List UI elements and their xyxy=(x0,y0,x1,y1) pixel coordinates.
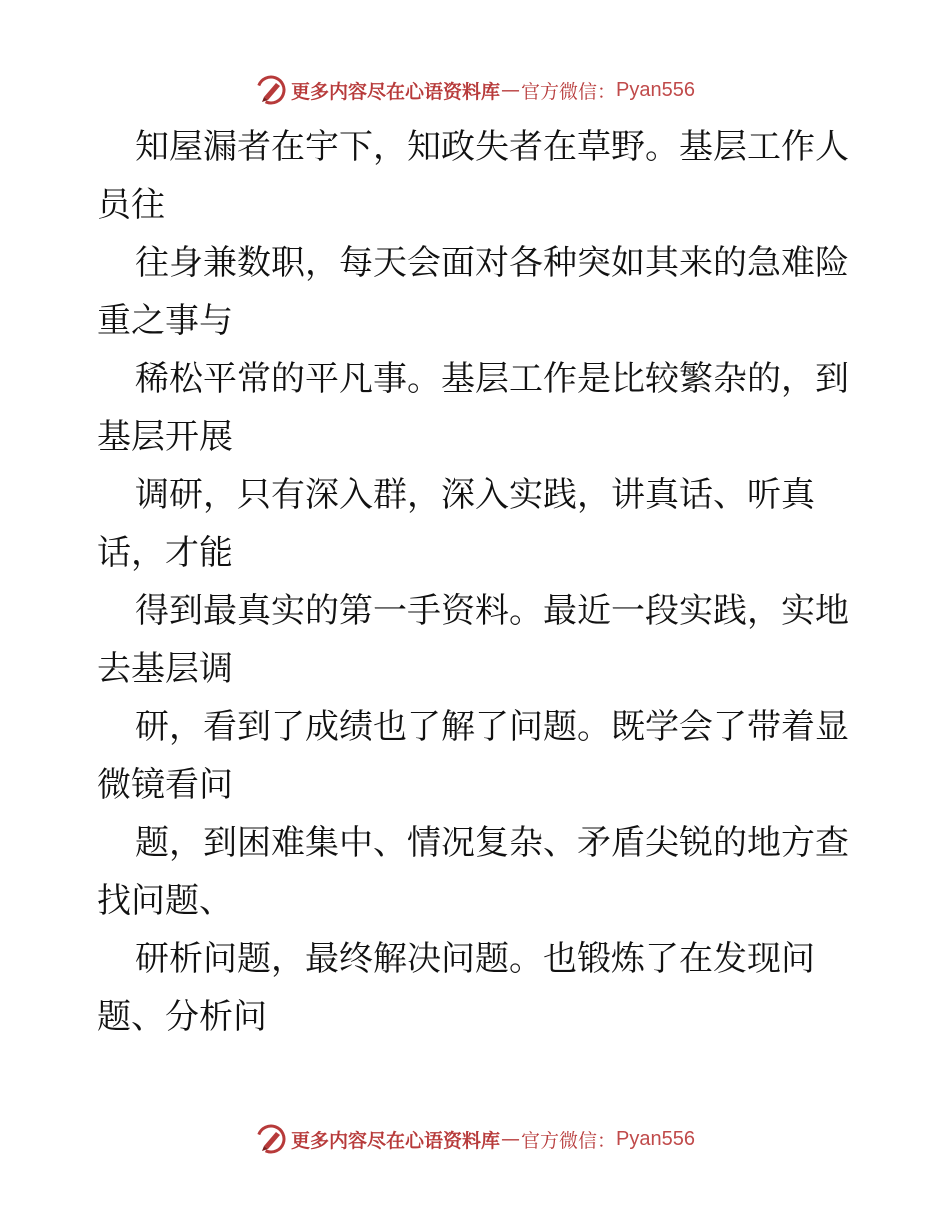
text-line: 研，看到了成绩也了解了问题。既学会了带着显 xyxy=(135,707,849,747)
text-line: 话，才能 xyxy=(97,533,233,573)
watermark-separator: — xyxy=(501,79,521,101)
text-line: 稀松平常的平凡事。基层工作是比较繁杂的，到 xyxy=(135,359,849,399)
watermark-wechat-id: Pyan556 xyxy=(616,1127,695,1150)
document-body xyxy=(97,118,857,1046)
text-line: 重之事与 xyxy=(97,301,233,341)
pen-logo-icon xyxy=(255,1123,287,1155)
text-line: 研析问题，最终解决问题。也锻炼了在发现问 xyxy=(135,939,815,979)
text-line: 去基层调 xyxy=(97,649,233,689)
pen-logo-icon xyxy=(255,74,287,106)
watermark-separator: — xyxy=(501,1128,521,1150)
watermark-site-text: 更多内容尽在心语资料库 xyxy=(291,80,501,103)
header-watermark xyxy=(0,73,950,107)
text-line: 员往 xyxy=(97,185,165,225)
watermark-site-text: 更多内容尽在心语资料库 xyxy=(291,1129,501,1152)
text-line: 基层开展 xyxy=(97,417,233,457)
text-line: 知屋漏者在宇下，知政失者在草野。基层工作人 xyxy=(135,127,849,167)
watermark-wechat-id: Pyan556 xyxy=(616,78,695,101)
footer-watermark xyxy=(0,1122,950,1156)
text-line: 得到最真实的第一手资料。最近一段实践，实地 xyxy=(135,591,849,631)
text-line: 调研，只有深入群，深入实践，讲真话、听真 xyxy=(135,475,815,515)
text-line: 找问题、 xyxy=(97,881,233,921)
text-line: 题，到困难集中、情况复杂、矛盾尖锐的地方查 xyxy=(135,823,849,863)
watermark-wechat-label: 官方微信： xyxy=(521,1129,617,1152)
text-line: 微镜看问 xyxy=(97,765,233,805)
text-line: 题、分析问 xyxy=(97,997,267,1037)
text-line: 往身兼数职，每天会面对各种突如其来的急难险 xyxy=(135,243,849,283)
watermark-wechat-label: 官方微信： xyxy=(521,80,617,103)
